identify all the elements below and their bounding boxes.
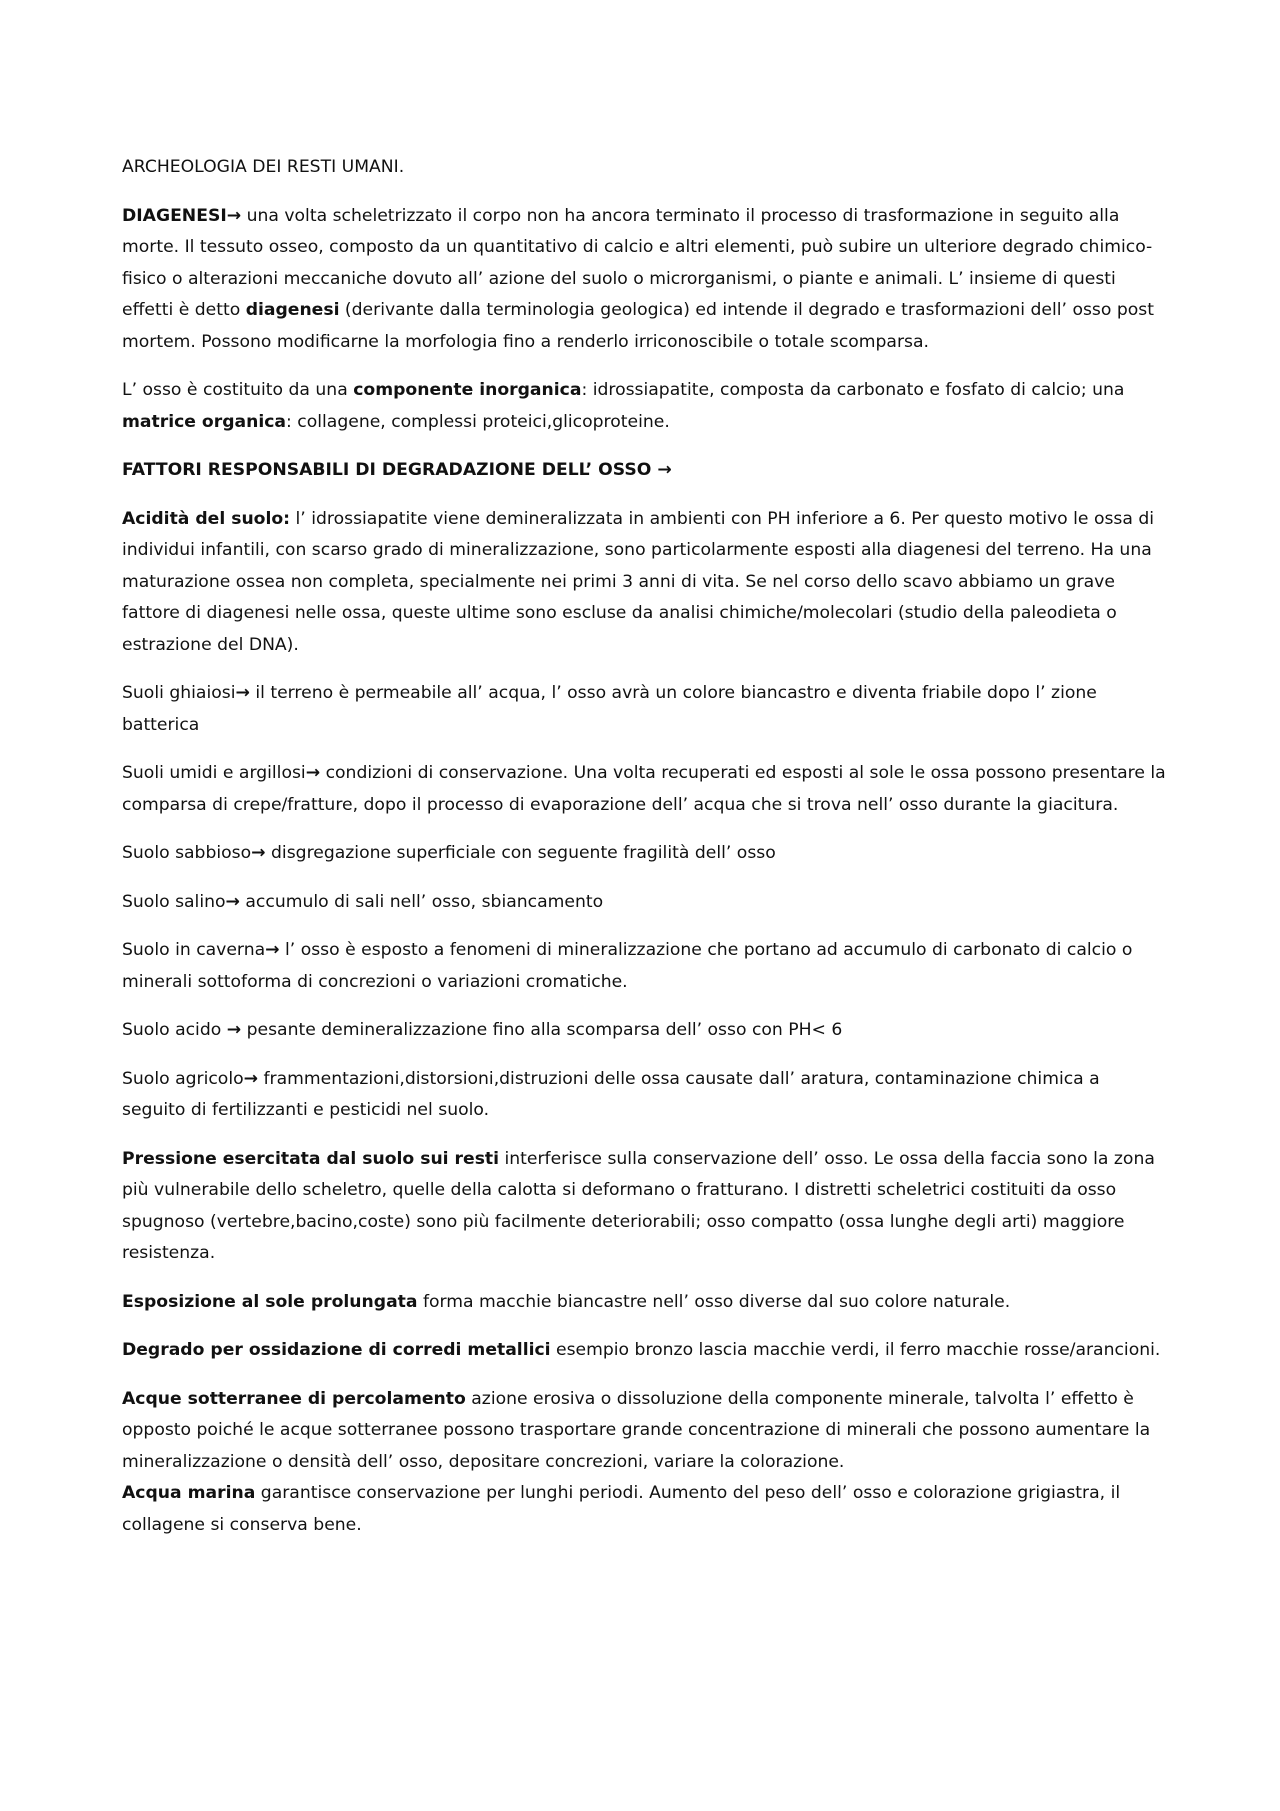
term-diagenesi-inline: diagenesi [245,300,340,320]
paragraph-text: pesante demineralizzazione fino alla scomparsa dell’ osso con PH< 6 [241,1020,843,1040]
paragraph-text: una volta scheletrizzato il corpo non ha ancora terminato il processo di trasformazione in seguito alla morte. Il tessuto osseo, composto da un quantitativo di calcio e altri elementi, può subire un ulteriore degrado chimico-fisico o alterazioni meccaniche dovuto all’ azione del suolo o microrganismi, o piante e animali. L’ insieme di questi effetti è detto [122,205,1153,320]
paragraph-suolo-agricolo [122,1064,1167,1127]
paragraph-pressione [122,1144,1167,1270]
item-label: Suolo in caverna [122,940,266,960]
arrow-icon: → [235,683,250,703]
paragraph-acqua-marina [122,1478,1167,1541]
paragraph-suolo-acido [122,1015,1167,1047]
arrow-icon: → [226,1020,242,1040]
paragraph-acque-sotterranee [122,1384,1167,1479]
paragraph-text: garantisce conservazione per lunghi periodi. Aumento del peso dell’ osso e colorazione grigiastra, il collagene si conserva bene. [122,1483,1121,1535]
document-title: ARCHEOLOGIA DEI RESTI UMANI. [122,157,405,177]
arrow-icon: → [305,763,321,783]
paragraph-text: : collagene, complessi proteici,glicoproteine. [286,411,670,432]
term-ossidazione: Degrado per ossidazione di corredi metallici [122,1340,551,1360]
paragraph-text: l’ osso è esposto a fenomeni di mineralizzazione che portano ad accumulo di carbonato di calcio o minerali sottoforma di concrezioni o variazioni cromatiche. [122,940,1133,992]
section-heading-fattori [122,455,1167,487]
arrow-icon: → [265,940,280,960]
paragraph-text: L’ osso è costituito da una [122,380,354,400]
paragraph-text: esempio bronzo lascia macchie verdi, il ferro macchie rosse/arancioni. [550,1340,1161,1360]
item-label: Suolo acido [122,1020,227,1040]
paragraph-text: frammentazioni,distorsioni,distruzioni delle ossa causate dall’ aratura, contaminazione chimica a seguito di fertilizzanti e pesticidi nel suolo. [122,1068,1100,1120]
item-label: Suoli ghiaiosi [122,683,236,703]
paragraph-text: condizioni di conservazione. Una volta recuperati ed esposti al sole le ossa possono presentare la comparsa di crepe/fratture, dopo il processo di evaporazione dell’ acqua che si trova nell’ osso durante la giacitura. [122,763,1166,815]
paragraph-osso-composizione [122,375,1167,438]
term-componente-inorganica: componente inorganica [353,380,582,400]
term-acqua-marina: Acqua marina [122,1483,256,1503]
term-diagenesi: DIAGENESI [122,205,227,226]
item-label: Suolo salino [122,891,226,912]
paragraph-suoli-umidi [122,758,1167,821]
item-label: Suoli umidi e argillosi [122,763,306,783]
section-heading-text: FATTORI RESPONSABILI DI DEGRADAZIONE DELL’ OSSO → [122,460,672,480]
paragraph-text: l’ idrossiapatite viene demineralizzata in ambienti con PH inferiore a 6. Per questo motivo le ossa di individui infantili, con scarso grado di mineralizzazione, sono particolarmente esposti alla diagenesi del terreno. Ha una maturazione ossea non completa, specialmente nei primi 3 anni di vita. Se nel corso dello scavo abbiamo un grave fattore di diagenesi nelle ossa, queste ultime sono escluse da analisi chimiche/molecolari (studio della paleodieta o estrazione del DNA). [122,508,1155,655]
paragraph-text: forma macchie biancastre nell’ osso diverse dal suo colore naturale. [417,1291,1011,1312]
paragraph-text: disgregazione superficiale con seguente fragilità dell’ osso [265,843,776,863]
paragraph-suolo-sabbioso [122,838,1167,870]
arrow-icon: → [243,1068,259,1089]
paragraph-suolo-salino [122,887,1167,919]
item-label: Suolo sabbioso [122,843,252,863]
term-pressione: Pressione esercitata dal suolo sui resti [122,1148,500,1169]
paragraph-acidita [122,504,1167,662]
term-acidita: Acidità del suolo: [122,508,291,529]
arrow-icon: → [251,843,266,863]
paragraph-diagenesi [122,201,1167,359]
paragraph-text: (derivante dalla terminologia geologica) ed intende il degrado e trasformazioni dell’ osso post mortem. Possono modificarne la morfologia fino a renderlo irriconoscibile o totale scomparsa. [122,300,1154,352]
item-label: Suolo agricolo [122,1068,244,1089]
term-matrice-organica: matrice organica [122,411,287,432]
paragraph-ossidazione [122,1335,1167,1367]
paragraph-suoli-ghiaiosi [122,678,1167,741]
paragraph-text: : idrossiapatite, composta da carbonato e fosfato di calcio; una [581,380,1125,400]
term-esposizione-sole: Esposizione al sole prolungata [122,1291,418,1312]
term-acque-sotterranee: Acque sotterranee di percolamento [122,1388,466,1409]
paragraph-text: interferisce sulla conservazione dell’ osso. Le ossa della faccia sono la zona più vulnerabile dello scheletro, quelle della calotta si deformano o fratturano. I distretti scheletrici costituiti da osso spugnoso (vertebre,bacino,coste) sono più facilmente deteriorabili; osso compatto (ossa lunghe degli arti) maggiore resistenza. [122,1148,1155,1263]
paragraph-text: azione erosiva o dissoluzione della componente minerale, talvolta l’ effetto è opposto poiché le acque sotterranee possono trasportare grande concentrazione di minerali che possono aumentare la mineralizzazione o densità dell’ osso, depositare concrezioni, variare la colorazione. [122,1388,1151,1472]
paragraph-esposizione-sole [122,1287,1167,1319]
paragraph-text: accumulo di sali nell’ osso, sbiancamento [239,891,604,912]
document-page [122,152,1167,1558]
paragraph-suolo-caverna [122,935,1167,998]
arrow-icon: → [226,205,242,226]
paragraph-text: il terreno è permeabile all’ acqua, l’ osso avrà un colore biancastro e diventa friabile dopo l’ zione batterica [122,683,1097,735]
arrow-icon: → [225,891,240,912]
